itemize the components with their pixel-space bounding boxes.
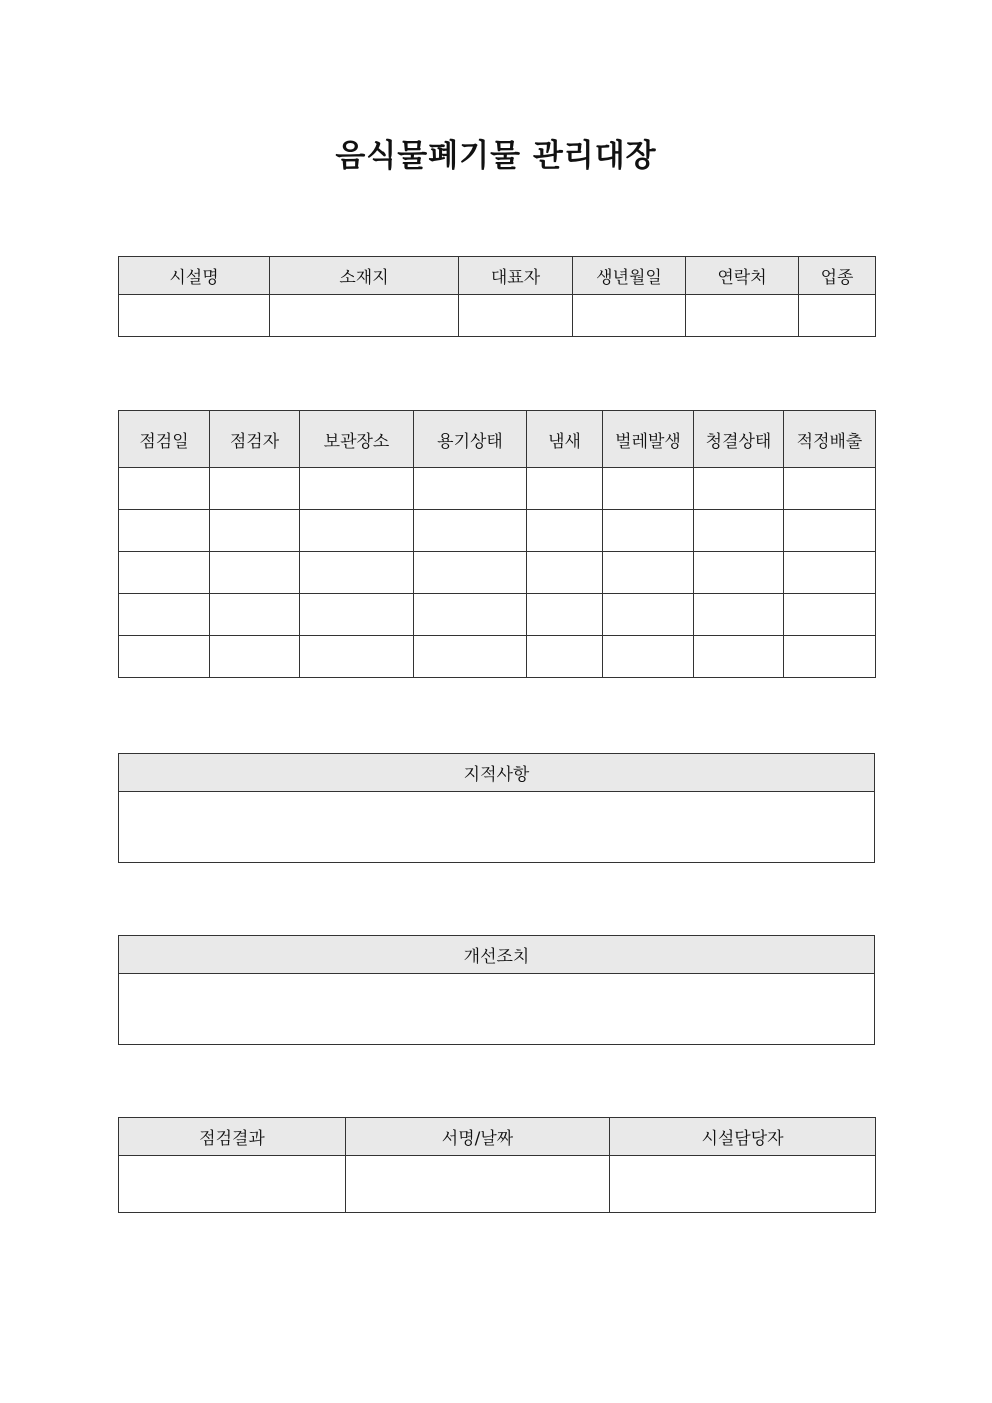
table-cell[interactable] — [527, 552, 603, 594]
table-cell[interactable] — [414, 510, 527, 552]
table-cell[interactable] — [300, 636, 414, 678]
table-cell[interactable] — [210, 636, 300, 678]
result-input-row — [119, 1156, 876, 1213]
facility-name-cell[interactable] — [119, 295, 270, 337]
table-cell[interactable] — [210, 468, 300, 510]
table-row — [119, 594, 876, 636]
facility-manager-cell[interactable] — [610, 1156, 876, 1213]
table-cell[interactable] — [527, 636, 603, 678]
table-cell[interactable] — [119, 636, 210, 678]
table-cell[interactable] — [210, 552, 300, 594]
table-cell[interactable] — [414, 636, 527, 678]
business-type-cell[interactable] — [799, 295, 876, 337]
findings-cell[interactable] — [119, 792, 875, 863]
table-row — [119, 636, 876, 678]
header-contact: 연락처 — [686, 257, 799, 295]
table-cell[interactable] — [119, 468, 210, 510]
table-cell[interactable] — [784, 636, 876, 678]
header-inspection-result: 점검결과 — [119, 1118, 346, 1156]
table-cell[interactable] — [784, 594, 876, 636]
header-inspector: 점검자 — [210, 411, 300, 468]
findings-table — [118, 753, 875, 863]
table-cell[interactable] — [210, 594, 300, 636]
page-title: 음식물폐기물 관리대장 — [335, 138, 657, 174]
table-cell[interactable] — [414, 552, 527, 594]
header-findings: 지적사항 — [119, 754, 875, 792]
table-cell[interactable] — [300, 510, 414, 552]
table-cell[interactable] — [603, 468, 694, 510]
findings-header-row — [119, 754, 875, 792]
table-cell[interactable] — [603, 552, 694, 594]
header-facility-manager: 시설담당자 — [610, 1118, 876, 1156]
inspection-table — [118, 410, 876, 678]
table-cell[interactable] — [784, 552, 876, 594]
table-cell[interactable] — [300, 468, 414, 510]
facility-input-row — [119, 295, 876, 337]
inspection-header-row — [119, 411, 876, 468]
table-cell[interactable] — [527, 510, 603, 552]
result-table — [118, 1117, 876, 1213]
table-cell[interactable] — [119, 594, 210, 636]
header-cleanliness: 청결상태 — [694, 411, 784, 468]
result-header-row — [119, 1118, 876, 1156]
table-cell[interactable] — [694, 552, 784, 594]
improvement-table — [118, 935, 875, 1045]
signature-date-cell[interactable] — [346, 1156, 610, 1213]
findings-input-row — [119, 792, 875, 863]
representative-cell[interactable] — [459, 295, 573, 337]
header-storage-location: 보관장소 — [300, 411, 414, 468]
header-container-condition: 용기상태 — [414, 411, 527, 468]
table-cell[interactable] — [694, 510, 784, 552]
contact-cell[interactable] — [686, 295, 799, 337]
improvement-header-row — [119, 936, 875, 974]
table-cell[interactable] — [694, 594, 784, 636]
header-facility-name: 시설명 — [119, 257, 270, 295]
header-location: 소재지 — [270, 257, 459, 295]
header-signature-date: 서명/날짜 — [346, 1118, 610, 1156]
table-cell[interactable] — [603, 636, 694, 678]
table-cell[interactable] — [300, 552, 414, 594]
table-cell[interactable] — [603, 594, 694, 636]
table-cell[interactable] — [414, 594, 527, 636]
header-odor: 냄새 — [527, 411, 603, 468]
header-improvement: 개선조치 — [119, 936, 875, 974]
table-cell[interactable] — [694, 468, 784, 510]
table-row — [119, 552, 876, 594]
header-business-type: 업종 — [799, 257, 876, 295]
table-row — [119, 468, 876, 510]
improvement-input-row — [119, 974, 875, 1045]
header-proper-disposal: 적정배출 — [784, 411, 876, 468]
table-cell[interactable] — [300, 594, 414, 636]
header-representative: 대표자 — [459, 257, 573, 295]
table-cell[interactable] — [527, 468, 603, 510]
table-cell[interactable] — [784, 510, 876, 552]
table-cell[interactable] — [414, 468, 527, 510]
header-insect-occurrence: 벌레발생 — [603, 411, 694, 468]
header-birthdate: 생년월일 — [573, 257, 686, 295]
facility-info-table — [118, 256, 876, 337]
table-cell[interactable] — [210, 510, 300, 552]
table-cell[interactable] — [527, 594, 603, 636]
table-cell[interactable] — [119, 552, 210, 594]
location-cell[interactable] — [270, 295, 459, 337]
table-cell[interactable] — [119, 510, 210, 552]
table-cell[interactable] — [603, 510, 694, 552]
header-inspection-date: 점검일 — [119, 411, 210, 468]
improvement-cell[interactable] — [119, 974, 875, 1045]
table-row — [119, 510, 876, 552]
inspection-result-cell[interactable] — [119, 1156, 346, 1213]
facility-header-row — [119, 257, 876, 295]
table-cell[interactable] — [694, 636, 784, 678]
table-cell[interactable] — [784, 468, 876, 510]
birthdate-cell[interactable] — [573, 295, 686, 337]
